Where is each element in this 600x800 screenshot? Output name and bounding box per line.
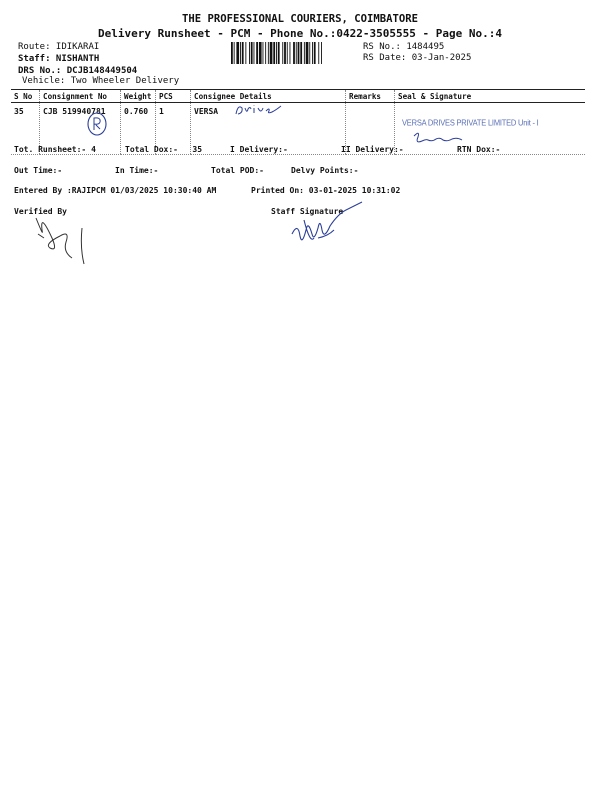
runsheet-title: Delivery Runsheet - PCM - Phone No.:0422-3505555 - Page No.:4 — [98, 27, 502, 40]
ii-delivery: II Delivery:- — [341, 145, 404, 154]
rs-date: RS Date: 03-Jan-2025 — [363, 53, 472, 63]
verified-by-label: Verified By — [14, 207, 67, 216]
rtn-dox: RTN Dox:- — [457, 145, 501, 154]
cell-s-no: 35 — [11, 103, 40, 155]
entered-by: Entered By :RAJIPCM 01/03/2025 10:30:40 AM — [14, 186, 217, 195]
handwritten-circled-mark — [80, 108, 114, 140]
total-pod: Total POD:- — [211, 166, 264, 175]
verifier-signature — [30, 208, 100, 278]
rs-number: RS No.: 1484495 — [363, 42, 445, 52]
staff-label: Staff: NISHANTH — [18, 54, 100, 64]
in-time: In Time:- — [115, 166, 159, 175]
staff-signature-label: Staff Signature — [271, 207, 344, 216]
staff-signature — [288, 200, 368, 250]
cell-consignee: VERSA — [191, 103, 346, 155]
handwritten-drive-note — [232, 100, 292, 120]
cell-pcs: 1 — [156, 103, 191, 155]
delvy-points: Delvy Points:- — [291, 166, 359, 175]
route-label: Route: IDIKARAI — [18, 42, 100, 52]
tot-runsheet: Tot. Runsheet:- 4 — [14, 145, 96, 154]
company-name: THE PROFESSIONAL COURIERS, COIMBATORE — [182, 13, 418, 25]
i-delivery: I Delivery:- — [230, 145, 288, 154]
column-header: Seal & Signature — [395, 90, 586, 103]
column-header: Consignee Details — [191, 90, 346, 103]
column-header: S No — [11, 90, 40, 103]
column-header: Remarks — [346, 90, 395, 103]
cell-weight: 0.760 — [121, 103, 156, 155]
column-header: Weight — [121, 90, 156, 103]
total-dox: Total Dox:- 35 — [125, 145, 203, 154]
table-header-row — [11, 90, 585, 103]
column-header: PCS — [156, 90, 191, 103]
drs-number: DRS No.: DCJB148449504 — [18, 66, 138, 76]
vehicle-label: Vehicle: Two Wheeler Delivery — [22, 76, 180, 86]
column-header: Consignment No — [40, 90, 121, 103]
out-time: Out Time:- — [14, 166, 63, 175]
barcode — [231, 42, 353, 64]
printed-on: Printed On: 03-01-2025 10:31:02 — [251, 186, 401, 195]
cell-consignment-no: CJB 519940781 — [40, 103, 121, 155]
seal-stamp: VERSA DRIVES PRIVATE LIMITED Unit - I — [402, 117, 539, 128]
